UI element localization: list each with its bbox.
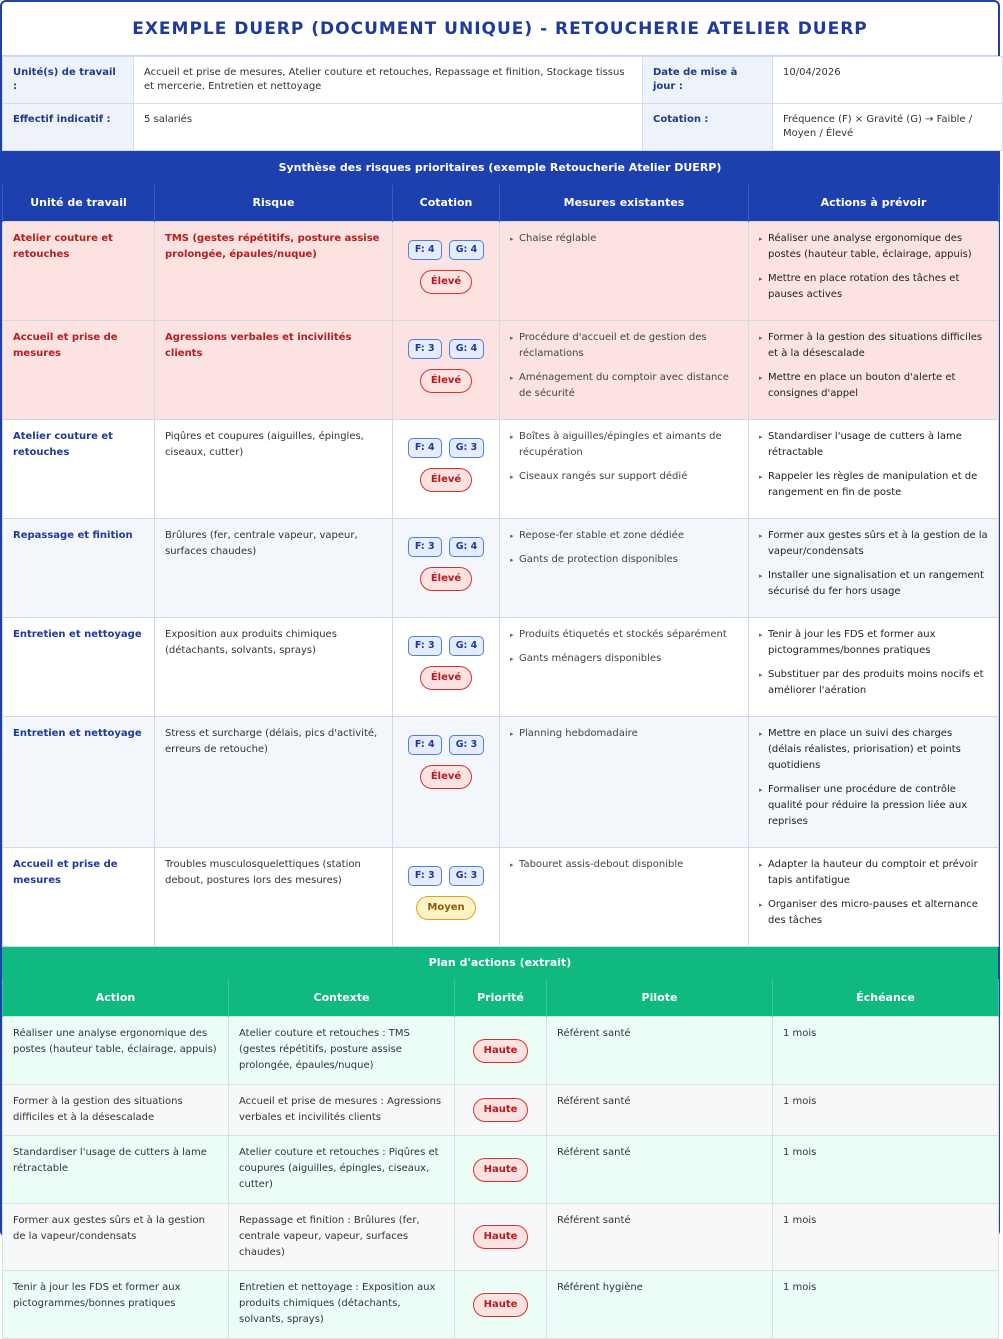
work-unit: Accueil et prise de mesures: [3, 847, 155, 946]
rating-cell: [393, 617, 500, 716]
measure-item: ▸ Boîtes à aiguilles/épingles et aimants de récupération: [510, 429, 738, 461]
rating-cell: [393, 847, 500, 946]
risk-row: [3, 716, 999, 847]
plan-owner: Référent santé: [547, 1085, 773, 1136]
risk-table: [2, 185, 999, 947]
rating-chips: [397, 438, 495, 458]
plan-header-cell: Échéance: [773, 979, 999, 1017]
measure-item: ▸ Ciseaux rangés sur support dédié: [510, 469, 738, 485]
action-item: ▸ Rappeler les règles de manipulation et de rangement en fin de poste: [759, 469, 988, 501]
measures-list: [510, 528, 738, 568]
risk-description: Piqûres et coupures (aiguilles, épingles, ciseaux, cutter): [155, 419, 393, 518]
risk-description: Brûlures (fer, centrale vapeur, vapeur, surfaces chaudes): [155, 518, 393, 617]
plan-row: [3, 1017, 999, 1085]
rating-chips: [397, 636, 495, 656]
rating-chips: [397, 537, 495, 557]
existing-measures: [500, 716, 749, 847]
page-title: EXEMPLE DUERP (DOCUMENT UNIQUE) - RETOUCHERIE ATELIER DUERP: [2, 2, 998, 56]
frequency-badge: F: 3: [408, 339, 442, 359]
plan-due-date: 1 mois: [773, 1136, 999, 1204]
plan-context: Repassage et finition : Brûlures (fer, centrale vapeur, vapeur, surfaces chaudes): [229, 1204, 455, 1271]
plan-action: Tenir à jour les FDS et former aux pictogrammes/bonnes pratiques: [3, 1271, 229, 1339]
plan-action: Former à la gestion des situations difficiles et à la désescalade: [3, 1085, 229, 1136]
measures-list: [510, 330, 738, 402]
plan-context: Entretien et nettoyage : Exposition aux produits chimiques (détachants, solvants, sprays): [229, 1271, 455, 1339]
severity-badge: G: 4: [449, 339, 485, 359]
action-item: ▸ Installer une signalisation et un rangement sécurisé du fer hors usage: [759, 568, 988, 600]
priority-badge: Haute: [473, 1098, 529, 1122]
work-unit: Entretien et nettoyage: [3, 617, 155, 716]
rating-chips: [397, 240, 495, 260]
action-item: ▸ Former aux gestes sûrs et à la gestion de la vapeur/condensats: [759, 528, 988, 560]
plan-row: [3, 1271, 999, 1339]
existing-measures: [500, 617, 749, 716]
risk-level-badge: Élevé: [420, 468, 472, 492]
plan-table-title: Plan d'actions (extrait): [2, 947, 998, 979]
action-item: ▸ Tenir à jour les FDS et former aux pictogrammes/bonnes pratiques: [759, 627, 988, 659]
measures-list: [510, 231, 738, 247]
measure-item: ▸ Procédure d'accueil et de gestion des réclamations: [510, 330, 738, 362]
rating-cell: [393, 518, 500, 617]
plan-header-cell: Priorité: [455, 979, 547, 1017]
rating-chips: [397, 735, 495, 755]
rating-cell: [393, 716, 500, 847]
priority-cell: [455, 1085, 547, 1136]
frequency-badge: F: 3: [408, 866, 442, 886]
plan-header-cell: Contexte: [229, 979, 455, 1017]
frequency-badge: F: 4: [408, 240, 442, 260]
risk-row: [3, 419, 999, 518]
risk-row: [3, 518, 999, 617]
priority-badge: Haute: [473, 1225, 529, 1249]
plan-context: Atelier couture et retouches : Piqûres et coupures (aiguilles, épingles, ciseaux, cutter): [229, 1136, 455, 1204]
frequency-badge: F: 4: [408, 438, 442, 458]
planned-actions: [749, 847, 999, 946]
action-item: ▸ Mettre en place un bouton d'alerte et consignes d'appel: [759, 370, 988, 402]
action-item: ▸ Standardiser l'usage de cutters à lame rétractable: [759, 429, 988, 461]
plan-owner: Référent santé: [547, 1136, 773, 1204]
plan-header-cell: Action: [3, 979, 229, 1017]
action-item: ▸ Former à la gestion des situations difficiles et à la désescalade: [759, 330, 988, 362]
work-unit: Entretien et nettoyage: [3, 716, 155, 847]
action-item: ▸ Réaliser une analyse ergonomique des postes (hauteur table, éclairage, appuis): [759, 231, 988, 263]
severity-badge: G: 4: [449, 636, 485, 656]
plan-context: Atelier couture et retouches : TMS (gestes répétitifs, posture assise prolongée, épaules/nuque): [229, 1017, 455, 1085]
planned-actions: [749, 518, 999, 617]
risk-row: [3, 847, 999, 946]
risk-description: Troubles musculosquelettiques (station debout, postures lors des mesures): [155, 847, 393, 946]
plan-header-cell: Pilote: [547, 979, 773, 1017]
priority-cell: [455, 1017, 547, 1085]
rating-value: Fréquence (F) × Gravité (G) → Faible / Moyen / Élevé: [773, 104, 1003, 151]
units-label: Unité(s) de travail :: [3, 57, 134, 104]
risk-description: Agressions verbales et incivilités clients: [155, 320, 393, 419]
severity-badge: G: 3: [449, 735, 485, 755]
risk-row: [3, 221, 999, 320]
risk-row: [3, 320, 999, 419]
measure-item: ▸ Tabouret assis-debout disponible: [510, 857, 738, 873]
rating-chips: [397, 339, 495, 359]
plan-due-date: 1 mois: [773, 1271, 999, 1339]
work-unit: Accueil et prise de mesures: [3, 320, 155, 419]
existing-measures: [500, 419, 749, 518]
plan-action: Standardiser l'usage de cutters à lame rétractable: [3, 1136, 229, 1204]
plan-owner: Référent santé: [547, 1017, 773, 1085]
action-item: ▸ Mettre en place rotation des tâches et pauses actives: [759, 271, 988, 303]
priority-badge: Haute: [473, 1293, 529, 1317]
risk-header-cell: Risque: [155, 185, 393, 221]
frequency-badge: F: 3: [408, 636, 442, 656]
rating-cell: [393, 419, 500, 518]
severity-badge: G: 4: [449, 537, 485, 557]
risk-header-cell: Mesures existantes: [500, 185, 749, 221]
date-label: Date de mise à jour :: [643, 57, 773, 104]
risk-level-badge: Élevé: [420, 666, 472, 690]
measure-item: ▸ Produits étiquetés et stockés séparément: [510, 627, 738, 643]
rating-label: Cotation :: [643, 104, 773, 151]
actions-list: [759, 627, 988, 699]
risk-level-badge: Élevé: [420, 369, 472, 393]
planned-actions: [749, 320, 999, 419]
action-plan-table: [2, 979, 999, 1339]
risk-description: Exposition aux produits chimiques (détachants, solvants, sprays): [155, 617, 393, 716]
staff-label: Effectif indicatif :: [3, 104, 134, 151]
risk-header-cell: Unité de travail: [3, 185, 155, 221]
rating-cell: [393, 320, 500, 419]
measure-item: ▸ Chaise réglable: [510, 231, 738, 247]
actions-list: [759, 231, 988, 303]
existing-measures: [500, 847, 749, 946]
planned-actions: [749, 716, 999, 847]
work-unit: Atelier couture et retouches: [3, 221, 155, 320]
risk-table-title: Synthèse des risques prioritaires (exemple Retoucherie Atelier DUERP): [2, 151, 998, 185]
plan-row: [3, 1204, 999, 1271]
severity-badge: G: 4: [449, 240, 485, 260]
plan-action: Former aux gestes sûrs et à la gestion de la vapeur/condensats: [3, 1204, 229, 1271]
existing-measures: [500, 518, 749, 617]
plan-due-date: 1 mois: [773, 1204, 999, 1271]
actions-list: [759, 857, 988, 929]
planned-actions: [749, 419, 999, 518]
actions-list: [759, 726, 988, 830]
measures-list: [510, 429, 738, 485]
meta-table: [2, 56, 1003, 151]
risk-row: [3, 617, 999, 716]
measure-item: ▸ Aménagement du comptoir avec distance de sécurité: [510, 370, 738, 402]
severity-badge: G: 3: [449, 866, 485, 886]
priority-cell: [455, 1271, 547, 1339]
plan-row: [3, 1136, 999, 1204]
actions-list: [759, 429, 988, 501]
measures-list: [510, 627, 738, 667]
date-value: 10/04/2026: [773, 57, 1003, 104]
rating-chips: [397, 866, 495, 886]
work-unit: Repassage et finition: [3, 518, 155, 617]
priority-badge: Haute: [473, 1158, 529, 1182]
units-value: Accueil et prise de mesures, Atelier couture et retouches, Repassage et finition, Stockage tissus et mercerie, Entretien et nettoyage: [134, 57, 643, 104]
staff-value: 5 salariés: [134, 104, 643, 151]
action-item: ▸ Adapter la hauteur du comptoir et prévoir tapis antifatigue: [759, 857, 988, 889]
measure-item: ▸ Gants de protection disponibles: [510, 552, 738, 568]
plan-row: [3, 1085, 999, 1136]
frequency-badge: F: 4: [408, 735, 442, 755]
risk-level-badge: Moyen: [416, 896, 475, 920]
action-item: ▸ Organiser des micro-pauses et alternance des tâches: [759, 897, 988, 929]
measure-item: ▸ Gants ménagers disponibles: [510, 651, 738, 667]
priority-cell: [455, 1136, 547, 1204]
planned-actions: [749, 617, 999, 716]
risk-description: TMS (gestes répétitifs, posture assise prolongée, épaules/nuque): [155, 221, 393, 320]
risk-header-cell: Cotation: [393, 185, 500, 221]
priority-cell: [455, 1204, 547, 1271]
work-unit: Atelier couture et retouches: [3, 419, 155, 518]
action-item: ▸ Formaliser une procédure de contrôle qualité pour réduire la pression liée aux reprises: [759, 782, 988, 830]
risk-level-badge: Élevé: [420, 567, 472, 591]
severity-badge: G: 3: [449, 438, 485, 458]
measures-list: [510, 726, 738, 742]
risk-header-cell: Actions à prévoir: [749, 185, 999, 221]
priority-badge: Haute: [473, 1039, 529, 1063]
action-item: ▸ Mettre en place un suivi des charges (délais réalistes, priorisation) et points quotidiens: [759, 726, 988, 774]
actions-list: [759, 528, 988, 600]
plan-due-date: 1 mois: [773, 1017, 999, 1085]
plan-context: Accueil et prise de mesures : Agressions verbales et incivilités clients: [229, 1085, 455, 1136]
measures-list: [510, 857, 738, 873]
risk-level-badge: Élevé: [420, 765, 472, 789]
actions-list: [759, 330, 988, 402]
measure-item: ▸ Repose-fer stable et zone dédiée: [510, 528, 738, 544]
existing-measures: [500, 320, 749, 419]
plan-action: Réaliser une analyse ergonomique des postes (hauteur table, éclairage, appuis): [3, 1017, 229, 1085]
risk-level-badge: Élevé: [420, 270, 472, 294]
plan-due-date: 1 mois: [773, 1085, 999, 1136]
risk-description: Stress et surcharge (délais, pics d'activité, erreurs de retouche): [155, 716, 393, 847]
rating-cell: [393, 221, 500, 320]
measure-item: ▸ Planning hebdomadaire: [510, 726, 738, 742]
plan-owner: Référent santé: [547, 1204, 773, 1271]
planned-actions: [749, 221, 999, 320]
action-item: ▸ Substituer par des produits moins nocifs et améliorer l'aération: [759, 667, 988, 699]
plan-owner: Référent hygiène: [547, 1271, 773, 1339]
frequency-badge: F: 3: [408, 537, 442, 557]
existing-measures: [500, 221, 749, 320]
